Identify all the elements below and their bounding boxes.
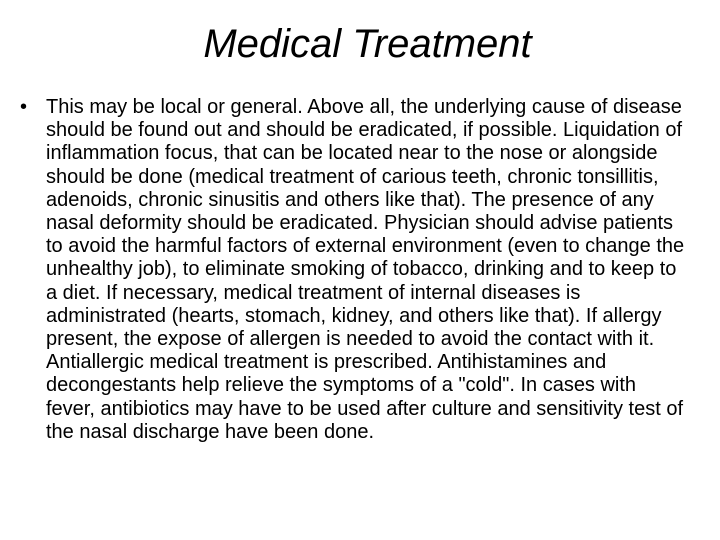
slide-title: Medical Treatment [203, 22, 532, 66]
bullet-text: This may be local or general. Above all, the underlying cause of disease should be found out and should be eradicated, if possible. Liquidation of inflammation focus, that can be located near to the nose or alongside should be done (medical treatment of carious teeth, chronic tonsillitis, adenoids, chronic sinusitis and others like that). The presence of any nasal deformity should be eradicated. Physician should advise patients to avoid the harmful factors of external environment (even to change the unhealthy job), to eliminate smoking of tobacco, drinking and to keep to a diet. If necessary, medical treatment of internal diseases is administrated (hearts, stomach, kidney, and others like that). If allergy present, the expose of allergen is needed to avoid the contact with it. Antiallergic medical treatment is prescribed. Antihistamines and decongestants help relieve the symptoms of a "cold". In cases with fever, antibiotics may have to be used after culture and sensitivity test of the nasal discharge have been done. [46, 96, 685, 443]
bullet-icon: • [20, 96, 28, 118]
slide-body [20, 96, 690, 444]
bullet-item [20, 96, 690, 444]
